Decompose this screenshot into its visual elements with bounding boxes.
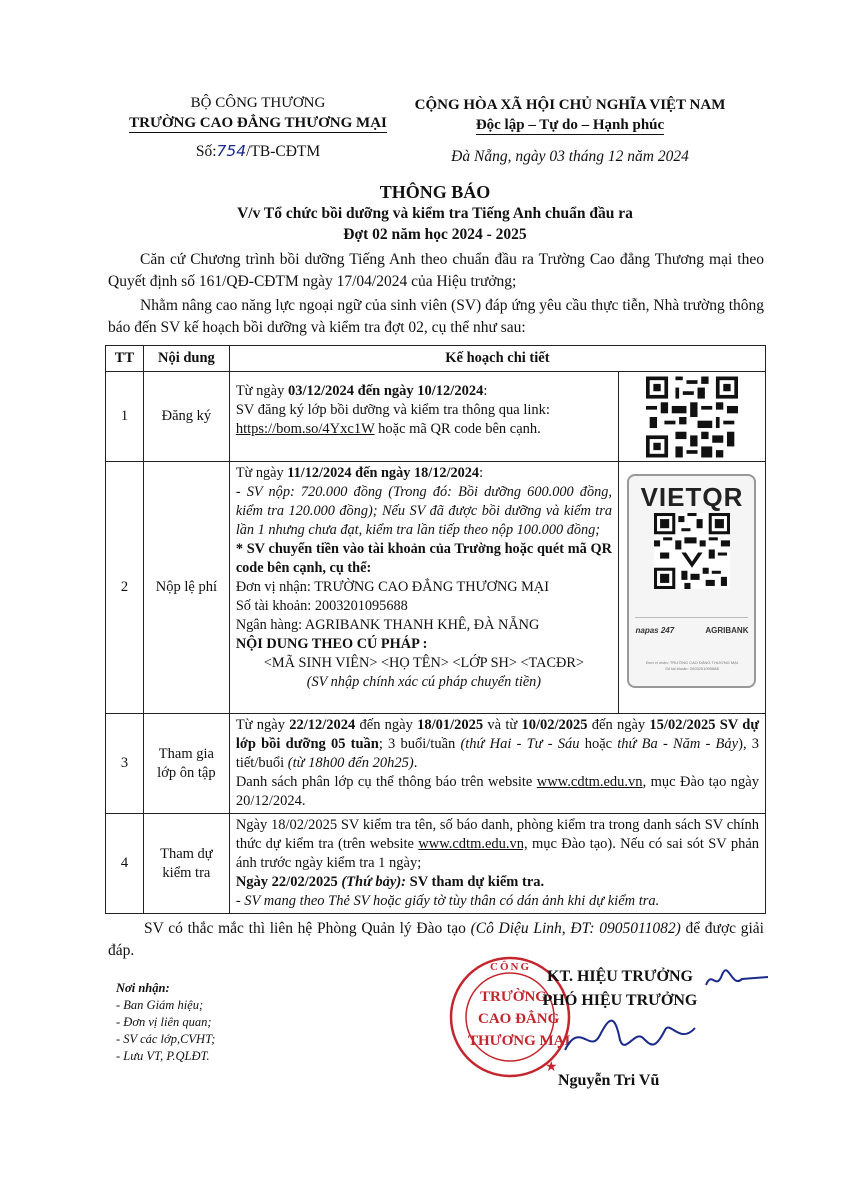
intro-paragraph-1: Căn cứ Chương trình bồi dưỡng Tiếng Anh theo chuẩn đầu ra Trường Cao đẳng Thương mại theo Quyết định số 161/QĐ-CĐTM ngày 17/04/2024 của Hiệu trưởng; [108,251,764,290]
handwritten-signature-icon [555,1010,705,1065]
motto: Độc lập – Tự do – Hạnh phúc [475,117,665,133]
syntax-title: NỘI DUNG THEO CÚ PHÁP : [235,636,428,652]
intro-paragraph-2: Nhằm nâng cao năng lực ngoại ngữ của sinh viên (SV) đáp ứng yêu cầu thực tiễn, Nhà trường thông báo đến SV kế hoạch bồi dưỡng và kiểm tra đợt 02, cụ thể như sau: [108,297,764,336]
header-right [405,95,735,167]
signature-title-2: PHÓ HIỆU TRƯỞNG [542,992,698,1009]
stamp-ring-text: CÔNG [490,961,531,973]
signature-title-1: KT. HIỆU TRƯỞNG [547,968,693,985]
contact-paragraph: SV có thắc mắc thì liên hệ Phòng Quản lý Đào tạo (Cô Diệu Linh, ĐT: 0905011082) để được giải đáp. [108,920,764,959]
header-tt: TT [106,346,144,372]
vietqr-card [627,474,756,688]
recipient-item: - SV các lớp,CVHT; [116,1032,216,1046]
syntax-text: <MÃ SINH VIÊN> <HỌ TÊN> <LỚP SH> <TACĐR> [263,655,584,671]
recipients-title: Nơi nhận: [116,981,170,995]
vietqr-logo: VIETQR [640,482,744,512]
initial-mark-icon [702,965,772,995]
row-detail: Ngày 18/02/2025 SV kiểm tra tên, số báo danh, phòng kiểm tra trong danh sách SV chính thức dự kiểm tra (trên website www.cdtm.edu.vn, mục Đào tạo). Nếu có sai sót SV phản ánh trước ngày kiểm tra 1 ngày; Ngày 22/02/2025 (Thứ bảy): SV tham dự kiểm tra. - SV mang theo Thẻ SV hoặc giấy tờ tùy thân có dán ảnh khi dự kiểm tra. [229,814,765,914]
header-plan: Kế hoạch chi tiết [229,346,765,372]
row-name: Tham dự kiểm tra [143,814,229,914]
row-name: Đăng ký [143,372,229,462]
svg-text:★: ★ [545,1059,558,1075]
qr-cell [618,372,765,462]
row-detail: Từ ngày 11/12/2024 đến ngày 18/12/2024: - SV nộp: 720.000 đồng (Trong đó: Bồi dưỡng 600.000 đồng, kiểm tra 120.000 đồng); Nếu SV đã được bồi dưỡng và kiểm tra lần 1 nhưng chưa đạt, kiểm tra lần tiếp theo nộp 100.000 đồng; * SV chuyển tiền vào tài khoản của Trường hoặc quét mã QR code bên cạnh, cụ thể: Đơn vị nhận: TRƯỜNG CAO ĐẲNG THƯƠNG MẠI Số tài khoản: 2003201095688 Ngân hàng: AGRIBANK THANH KHÊ, ĐÀ NẴNG NỘI DUNG THEO CÚ PHÁP : <MÃ SINH VIÊN> <HỌ TÊN> <LỚP SH> <TACĐR> (SV nhập chính xác cú pháp chuyển tiền) [229,462,618,714]
row-name: Tham gia lớp ôn tập [143,714,229,814]
stamp-line-3: THƯƠNG MẠI [468,1033,571,1049]
recipient-item: - Đơn vị liên quan; [116,1015,212,1029]
vietqr-cell [618,462,765,714]
stamp-line-2: CAO ĐẲNG [478,1011,560,1027]
napas-logo: napas 247 [635,626,675,635]
transfer-text: * SV chuyển tiền vào tài khoản của Trường hoặc quét mã QR code bên cạnh, cụ thể: [235,541,612,576]
card-fine-print: Đơn vị nhận: TRƯỜNG CAO ĐẲNG THƯƠNG MẠI Số tài khoản: 2003201095688 [646,660,738,671]
website-link[interactable]: www.cdtm.edu.vn [536,774,643,790]
title-subject: V/v Tổ chức bồi dưỡng và kiểm tra Tiếng Anh chuẩn đầu ra [237,205,633,222]
account-text: Số tài khoản: 2003201095688 [235,598,408,614]
handwritten-number: 754 [216,142,247,160]
republic-name: CỘNG HÒA XÃ HỘI CHỦ NGHĨA VIỆT NAM [414,97,726,113]
header-left [118,93,398,162]
document-number: Số:754/TB-CĐTM [195,142,321,160]
register-link[interactable]: https://bom.so/4Yxc1W [235,421,375,437]
table-row [106,372,766,462]
title-round: Đợt 02 năm học 2024 - 2025 [343,226,527,243]
table-row [106,714,766,814]
school-name: TRƯỜNG CAO ĐẲNG THƯƠNG MẠI [129,115,387,131]
syntax-note: (SV nhập chính xác cú pháp chuyển tiền) [306,674,542,690]
row-number: 3 [106,714,144,814]
row-number: 1 [106,372,144,462]
table-row [106,814,766,914]
fee-text: - SV nộp: 720.000 đồng (Trong đó: Bồi dưỡng 600.000 đồng, kiểm tra 120.000 đồng); Nếu SV đã được bồi dưỡng và kiểm tra lần 1 nhưng chưa đạt, kiểm tra lần tiếp theo nộp 100.000 đồng; [235,484,612,538]
agribank-logo: AGRIBANK [705,626,749,635]
row-number: 4 [106,814,144,914]
header-content: Nội dung [143,346,229,372]
title-main: THÔNG BÁO [379,182,491,202]
table-header-row [106,346,766,372]
website-link[interactable]: www.cdtm.edu.vn, [418,836,528,852]
plan-table [105,345,766,914]
table-row [106,462,766,714]
registration-qr-icon[interactable] [646,376,738,458]
signer-name: Nguyễn Tri Vũ [558,1072,660,1089]
title-block [100,180,770,246]
recipient-item: - Lưu VT, P.QLĐT. [116,1049,210,1063]
recipient-item: - Ban Giám hiệu; [116,998,204,1012]
signature-block [520,965,720,1013]
recipients [116,980,316,1065]
row-number: 2 [106,462,144,714]
bank-text: Ngân hàng: AGRIBANK THANH KHÊ, ĐÀ NẴNG [235,617,540,633]
receiver-text: Đơn vị nhận: TRƯỜNG CAO ĐẲNG THƯƠNG MẠI [235,579,549,595]
stamp-line-1: TRƯỜNG [480,989,547,1005]
row-detail: Từ ngày 22/12/2024 đến ngày 18/01/2025 và từ 10/02/2025 đến ngày 15/02/2025 SV dự lớp bồi dưỡng 05 tuần; 3 buổi/tuần (thứ Hai - Tư - Sáu hoặc thứ Ba - Năm - Bảy), 3 tiết/buổi (từ 18h00 đến 20h25). Danh sách phân lớp cụ thể thông báo trên website www.cdtm.edu.vn, mục Đào tạo ngày 20/12/2024. [229,714,765,814]
row-detail: Từ ngày 03/12/2024 đến ngày 10/12/2024: SV đăng ký lớp bồi dưỡng và kiểm tra thông qua link: https://bom.so/4Yxc1W hoặc mã QR code bên cạnh. [229,372,618,462]
row-name: Nộp lệ phí [143,462,229,714]
ministry-name: BỘ CÔNG THƯƠNG [190,95,326,111]
place-date: Đà Nẵng, ngày 03 tháng 12 năm 2024 [451,148,689,165]
bank-logos [635,617,748,640]
payment-qr-icon[interactable] [654,513,730,589]
